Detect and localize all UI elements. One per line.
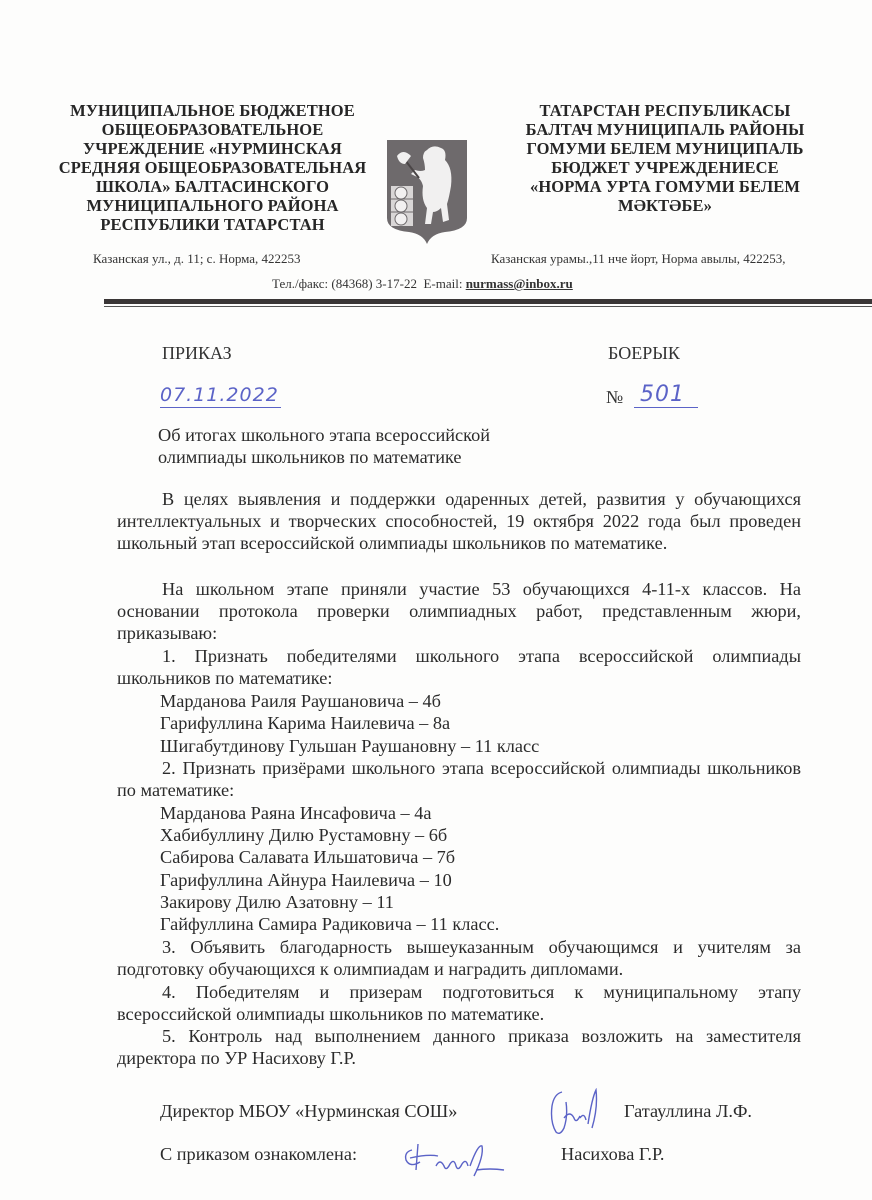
right-org-line: БЮДЖЕТ УЧРЕЖДЕНИЕСЕ bbox=[551, 158, 779, 177]
handwritten-signature-icon bbox=[540, 1088, 610, 1138]
order-subject-line: Об итогах школьного этапа всероссийской bbox=[158, 425, 491, 445]
prizewinner-name: Закирову Дилю Азатовну – 11 bbox=[160, 892, 394, 912]
left-org-line: СРЕДНЯЯ ОБЩЕОБРАЗОВАТЕЛЬНАЯ bbox=[58, 158, 367, 177]
director-signature bbox=[540, 1088, 610, 1138]
left-org-line: МУНИЦИПАЛЬНОЕ БЮДЖЕТНОЕ bbox=[70, 101, 355, 120]
left-org-line: ШКОЛА» БАЛТАСИНСКОГО bbox=[95, 177, 330, 196]
left-org-line: ОБЩЕОБРАЗОВАТЕЛЬНОЕ bbox=[101, 120, 324, 139]
item-5-control: 5. Контроль над выполнением данного приказа возложить на заместителя директора по УР Насихову Г.Р. bbox=[117, 1026, 801, 1069]
bear-axe-emblem-icon bbox=[385, 138, 469, 246]
director-title: Директор МБОУ «Нурминская СОШ» bbox=[160, 1101, 458, 1121]
left-org-line: МУНИЦИПАЛЬНОГО РАЙОНА bbox=[86, 196, 339, 215]
right-organization-name bbox=[500, 101, 830, 215]
intro-paragraph: В целях выявления и поддержки одаренных детей, развития у обучающихся интеллектуальных и творческих способностей, 19 октября 2022 года был проведен школьный этап всероссийской олимпиады школьников по математике. bbox=[117, 489, 801, 554]
right-org-line: «НОРМА УРТА ГОМУМИ БЕЛЕМ bbox=[529, 177, 801, 196]
item-2-prizewinners: 2. Признать призёрами школьного этапа всероссийской олимпиады школьников по математике: bbox=[117, 758, 801, 801]
acknowledged-signature bbox=[398, 1136, 508, 1186]
winner-name: Марданова Раиля Раушановича – 4б bbox=[160, 691, 441, 711]
director-name: Гатауллина Л.Ф. bbox=[624, 1101, 752, 1121]
right-org-line: БАЛТАЧ МУНИЦИПАЛЬ РАЙОНЫ bbox=[525, 120, 805, 139]
contacts-line bbox=[272, 276, 573, 292]
right-org-line: ГОМУМИ БЕЛЕМ МУНИЦИПАЛЬ bbox=[526, 139, 804, 158]
left-org-line: УЧРЕЖДЕНИЕ «НУРМИНСКАЯ bbox=[83, 139, 342, 158]
winner-name: Гарифуллина Карима Наилевича – 8а bbox=[160, 713, 451, 733]
participation-paragraph: На школьном этапе приняли участие 53 обучающихся 4-11-х классов. На основании протокола проверки олимпиадных работ, представленным жюри, приказываю: bbox=[117, 579, 801, 644]
order-title-ru: ПРИКАЗ bbox=[162, 343, 232, 363]
header-divider-thick bbox=[104, 299, 872, 304]
prizewinner-name: Гарифуллина Айнура Наилевича – 10 bbox=[160, 870, 452, 890]
acknowledged-name: Насихова Г.Р. bbox=[561, 1144, 665, 1164]
left-address: Казанская ул., д. 11; с. Норма, 422253 bbox=[93, 251, 301, 266]
item-4-preparation: 4. Победителям и призерам подготовиться к муниципальному этапу всероссийской олимпиады школьников по математике. bbox=[117, 982, 801, 1025]
order-number-sign: № bbox=[606, 387, 624, 407]
order-subject bbox=[158, 424, 490, 468]
left-org-line: РЕСПУБЛИКИ ТАТАРСТАН bbox=[100, 215, 325, 234]
item-1-winners: 1. Признать победителями школьного этапа всероссийской олимпиады школьников по математике: bbox=[117, 646, 801, 689]
right-address: Казанская урамы.,11 нче йорт, Норма авылы, 422253, bbox=[491, 251, 786, 266]
order-number-handwritten: 501 bbox=[634, 382, 698, 408]
right-org-line: МӘКТӘБЕ» bbox=[618, 196, 712, 215]
prizewinner-name: Марданова Раяна Инсафовича – 4а bbox=[160, 803, 432, 823]
item-3-gratitude: 3. Объявить благодарность вышеуказанным обучающимся и учителям за подготовку обучающихся к олимпиадам и наградить дипломами. bbox=[117, 937, 801, 980]
prizewinner-name: Хабибуллину Дилю Рустамовну – 6б bbox=[160, 825, 448, 845]
coat-of-arms-emblem bbox=[385, 138, 469, 246]
prizewinner-name: Сабирова Салавата Ильшатовича – 7б bbox=[160, 847, 456, 867]
order-subject-line: олимпиады школьников по математике bbox=[158, 447, 462, 468]
email-link[interactable]: nurmass@inbox.ru bbox=[465, 276, 573, 291]
order-date-handwritten: 07.11.2022 bbox=[160, 384, 279, 406]
order-title-tt: БОЕРЫК bbox=[608, 343, 680, 363]
prizewinner-name: Гайфуллина Самира Радиковича – 11 класс. bbox=[160, 914, 500, 934]
handwritten-signature-icon bbox=[398, 1136, 508, 1186]
left-organization-name bbox=[40, 101, 385, 234]
acknowledged-label: С приказом ознакомлена: bbox=[160, 1144, 358, 1164]
winner-name: Шигабутдинову Гульшан Раушановну – 11 класс bbox=[160, 736, 540, 756]
right-org-line: ТАТАРСТАН РЕСПУБЛИКАСЫ bbox=[539, 101, 791, 120]
header-divider-thin bbox=[104, 306, 872, 307]
phone-fax: Тел./факс: (84368) 3-17-22 E-mail: bbox=[272, 276, 466, 291]
